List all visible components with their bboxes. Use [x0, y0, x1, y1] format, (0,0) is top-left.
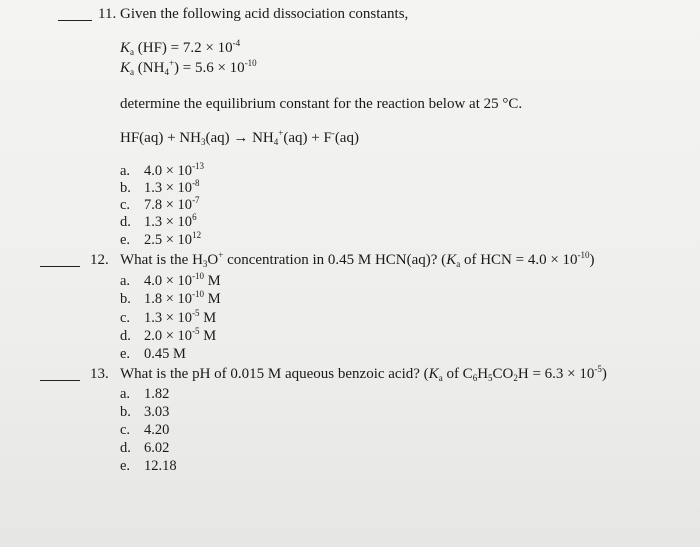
q13-option-b[interactable]: b. 3.03	[120, 404, 170, 420]
question-number-13: 13.	[90, 366, 109, 382]
ka-hf-line: $K_a$ $(HF) = 7.2 \times 10^{-4}$	[120, 38, 241, 57]
question-11-prompt: Given the following acid dissociation constants,	[120, 6, 409, 22]
q11-option-e[interactable]: e. $2.5 \times 10^{12}$	[120, 230, 202, 248]
q12-option-a[interactable]: a. $4.0 \times 10^{-10}$ M	[120, 271, 221, 289]
answer-blank-12[interactable]	[40, 266, 80, 267]
q13-option-a[interactable]: a. 1.82	[120, 386, 170, 402]
question-11-instruction: determine the equilibrium constant for the reaction below at 25 °C.	[120, 96, 523, 112]
q12-option-d[interactable]: d. $2.0 \times 10^{-5}$ M	[120, 326, 217, 344]
ka-nh4-line: $K_a$ $(NH_4^+) = 5.6 \times 10^{-10}$	[120, 58, 257, 77]
question-number-12: 12.	[90, 252, 109, 268]
q12-option-e[interactable]: e. 0.45 M	[120, 346, 186, 362]
question-12-prompt: What is the $H_3O^+$ concentration in 0.45 M HCN(aq)? ($K_a$ of HCN = $4.0 \times 10^{-10}$)	[120, 250, 595, 269]
q13-option-d[interactable]: d. 6.02	[120, 440, 170, 456]
q13-option-c[interactable]: c. 4.20	[120, 422, 170, 438]
q11-option-b[interactable]: b. $1.3 \times 10^{-8}$	[120, 178, 200, 196]
q11-option-d[interactable]: d. $1.3 \times 10^6$	[120, 212, 197, 230]
question-number-11: 11.	[98, 6, 117, 22]
q12-option-c[interactable]: c. $1.3 \times 10^{-5}$ M	[120, 308, 217, 326]
q13-option-e[interactable]: e. 12.18	[120, 458, 177, 474]
answer-blank-11[interactable]	[58, 20, 92, 21]
answer-blank-13[interactable]	[40, 380, 80, 381]
q12-option-b[interactable]: b. $1.8 \times 10^{-10}$ M	[120, 289, 221, 307]
q11-option-a[interactable]: a. $4.0 \times 10^{-13}$	[120, 161, 205, 179]
q11-option-c[interactable]: c. $7.8 \times 10^{-7}$	[120, 195, 200, 213]
question-13-prompt: What is the pH of 0.015 M aqueous benzoic acid? ($K_a$ of $C_6H_5CO_2H = 6.3 \times 10^{-5}$)	[120, 364, 607, 383]
reaction-equation: $HF(aq) + NH_3(aq) \to NH_4^+(aq) + F^-(aq)$	[120, 128, 359, 147]
